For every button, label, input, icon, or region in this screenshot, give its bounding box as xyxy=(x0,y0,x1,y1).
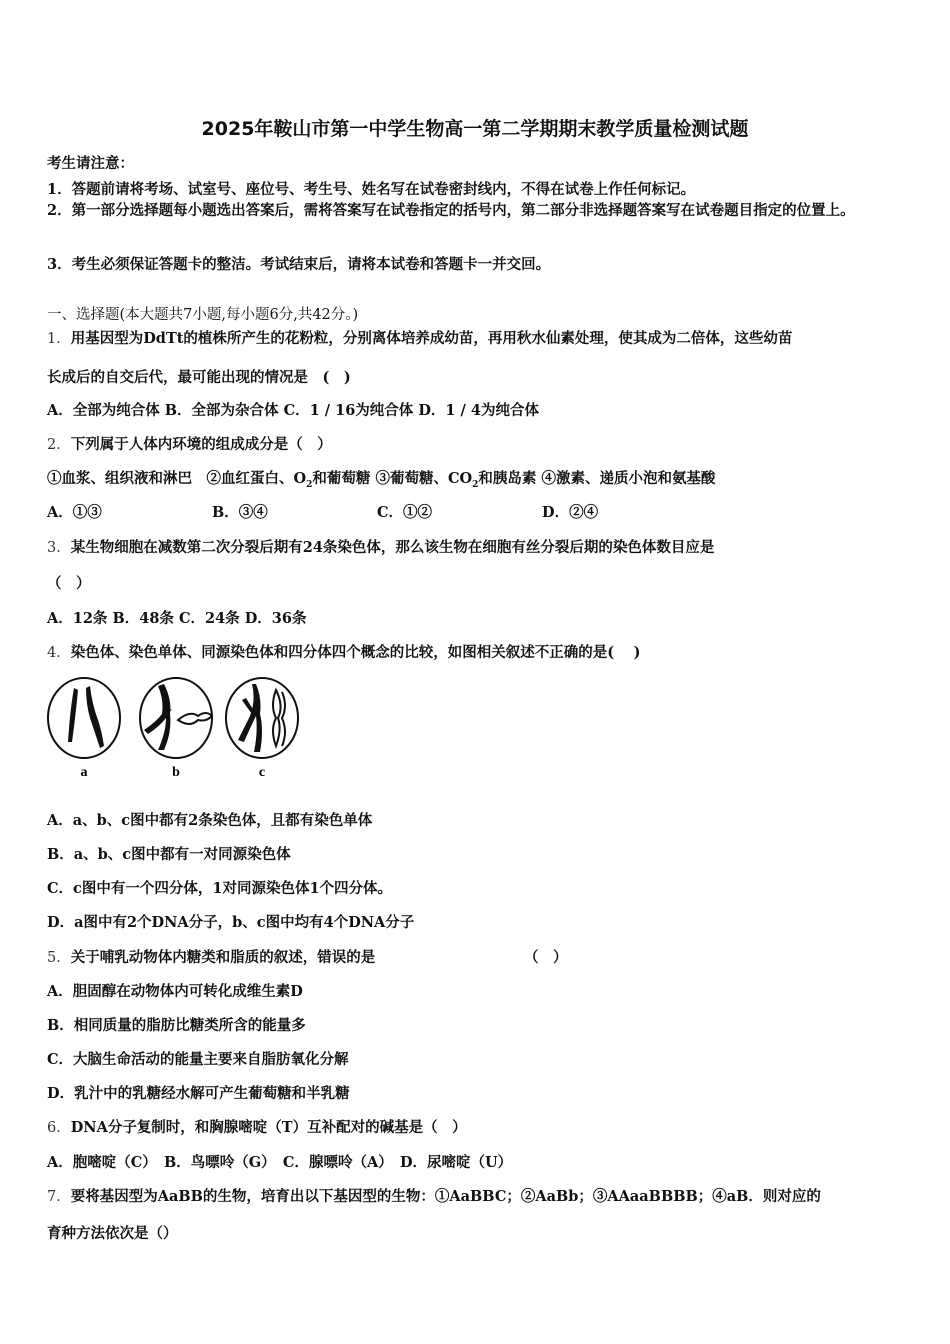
cell-b-outline xyxy=(140,678,212,758)
notice-item-3: 3．考生必须保证答题卡的整洁。考试结束后，请将本试卷和答题卡一并交回。 xyxy=(47,256,551,273)
question-3 xyxy=(47,536,714,557)
question-stem: 某生物细胞在减数第二次分裂后期有24条染色体，那么该生物在细胞有丝分裂后期的染色体数目应是 xyxy=(70,539,715,556)
question-number: 1． xyxy=(47,331,71,347)
question-stem: 下列属于人体内环境的组成成分是（ ） xyxy=(70,436,332,453)
question-7 xyxy=(47,1185,821,1206)
question-6-options: A．胞嘧啶（C） B．鸟嘌呤（G） C．腺嘌呤（A） D．尿嘧啶（U） xyxy=(47,1154,513,1171)
notice-item-2: 2．第一部分选择题每小题选出答案后，需将答案写在试卷指定的括号内，第二部分非选择题答案写在试卷题目指定的位置上。 xyxy=(47,202,855,219)
figure-label-b: b xyxy=(172,765,180,780)
cell-c-outline xyxy=(226,678,298,758)
question-4 xyxy=(47,641,641,662)
question-number: 6． xyxy=(47,1120,71,1136)
question-3-options: A．12条 B．48条 C．24条 D．36条 xyxy=(47,610,307,627)
notice-item-1: 1．答题前请将考场、试室号、座位号、考生号、姓名写在试卷密封线内，不得在试卷上作任何标记。 xyxy=(47,181,696,198)
question-number: 2． xyxy=(47,437,71,453)
question-4-option-a: A．a、b、c图中都有2条染色体，且都有染色单体 xyxy=(47,812,373,829)
question-1-options: A．全部为纯合体 B．全部为杂合体 C．1 / 16为纯合体 D．1 / 4为纯合体 xyxy=(47,402,539,419)
question-1 xyxy=(47,327,792,348)
chromosome-c-left xyxy=(238,684,262,752)
chromosome-c-right-2 xyxy=(282,692,285,746)
notice-heading: 考生请注意： xyxy=(47,155,134,172)
subscript: 2 xyxy=(472,479,479,490)
question-number: 7． xyxy=(47,1189,71,1205)
question-5-option-c: C．大脑生命活动的能量主要来自脂肪氧化分解 xyxy=(47,1051,349,1068)
question-7-stem-cont: 育种方法依次是（） xyxy=(47,1225,178,1242)
question-number: 3． xyxy=(47,540,71,556)
question-stem: 用基因型为DdTt的植株所产生的花粉粒，分别离体培养成幼苗，再用秋水仙素处理，使其成为二倍体，这些幼苗 xyxy=(70,330,793,347)
question-stem: DNA分子复制时，和胸腺嘧啶（T）互补配对的碱基是（ ） xyxy=(70,1119,467,1136)
question-stem: 关于哺乳动物体内糖类和脂质的叙述，错误的是 xyxy=(70,949,376,966)
page-title: 2025年鞍山市第一中学生物高一第二学期期末教学质量检测试题 xyxy=(201,118,749,140)
question-5-option-b: B．相同质量的脂肪比糖类所含的能量多 xyxy=(47,1017,306,1034)
section-heading: 一、选择题(本大题共7小题,每小题6分,共42分。) xyxy=(47,307,359,323)
question-2-option-d: D．②④ xyxy=(542,504,599,521)
chromosome-figure xyxy=(40,670,320,790)
chromosome-c-right-1 xyxy=(273,690,281,746)
question-4-option-d: D．a图中有2个DNA分子，b、c图中均有4个DNA分子 xyxy=(47,914,415,931)
question-5-bracket: （ ） xyxy=(524,949,568,966)
figure-label-c: c xyxy=(258,765,266,780)
subscript: 2 xyxy=(306,479,313,490)
items-text: 和葡萄糖 ③葡萄糖、CO xyxy=(312,470,473,487)
question-number: 4． xyxy=(47,645,71,661)
question-2 xyxy=(47,433,332,454)
question-4-option-b: B．a、b、c图中都有一对同源染色体 xyxy=(47,846,291,863)
question-2-option-b: B．③④ xyxy=(212,504,268,521)
question-5-option-d: D．乳汁中的乳糖经水解可产生葡萄糖和半乳糖 xyxy=(47,1085,350,1102)
items-text: ①血浆、组织液和淋巴 ②血红蛋白、O xyxy=(47,470,307,487)
cell-a-outline xyxy=(48,678,120,758)
question-4-option-c: C．c图中有一个四分体，1对同源染色体1个四分体。 xyxy=(47,880,393,897)
question-2-option-c: C．①② xyxy=(377,504,433,521)
question-2-option-a: A．①③ xyxy=(47,504,102,521)
question-1-stem-cont: 长成后的自交后代，最可能出现的情况是 ( ) xyxy=(47,369,351,386)
question-6 xyxy=(47,1116,467,1137)
question-number: 5． xyxy=(47,950,71,966)
question-5 xyxy=(47,946,375,967)
question-stem: 染色体、染色单体、同源染色体和四分体四个概念的比较，如图相关叙述不正确的是( ) xyxy=(70,644,641,661)
question-stem: 要将基因型为AaBB的生物，培育出以下基因型的生物：①AaBBC；②AaBb；③AAaaBBBB；④aB．则对应的 xyxy=(70,1188,821,1205)
figure-label-a: a xyxy=(80,765,88,780)
question-3-stem-cont: （ ） xyxy=(47,575,91,592)
question-5-option-a: A．胆固醇在动物体内可转化成维生素D xyxy=(47,983,303,1000)
chromosome-b-right xyxy=(178,713,212,724)
chromosome-a-right xyxy=(86,686,104,748)
question-2-items xyxy=(47,467,715,490)
chromosome-a-left xyxy=(68,688,78,742)
items-text: 和胰岛素 ④激素、递质小泡和氨基酸 xyxy=(478,470,716,487)
